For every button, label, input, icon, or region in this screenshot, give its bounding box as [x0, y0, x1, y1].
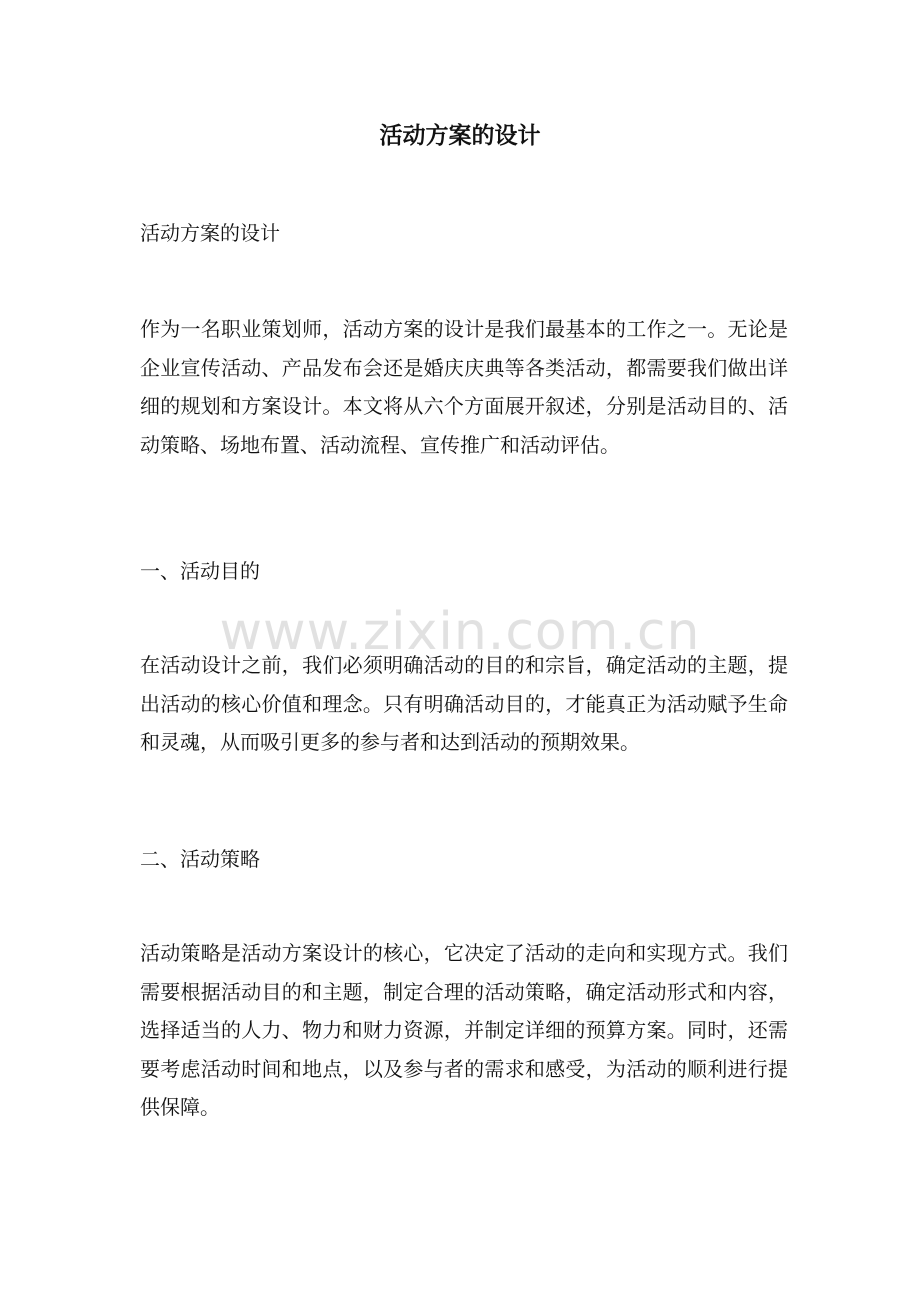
- watermark-text: www.zixin.com.cn: [219, 602, 701, 662]
- document-title: 活动方案的设计: [379, 122, 541, 149]
- section-body-strategy: 活动策略是活动方案设计的核心，它决定了活动的走向和实现方式。我们需要根据活动目的和主题，制定合理的活动策略，确定活动形式和内容，选择适当的人力、物力和财力资源，并制定详细的预算方案。同时，还需要考虑活动时间和地点，以及参与者的需求和感受，为活动的顺利进行提供保障。: [140, 941, 788, 1119]
- document-subtitle: 活动方案的设计: [140, 221, 280, 245]
- section-heading-purpose: 一、活动目的: [140, 559, 260, 583]
- section-heading-strategy: 二、活动策略: [140, 847, 260, 871]
- section-body-purpose: 在活动设计之前，我们必须明确活动的目的和宗旨，确定活动的主题，提出活动的核心价值和理念。只有明确活动目的，才能真正为活动赋予生命和灵魂，从而吸引更多的参与者和达到活动的预期效果。: [140, 653, 788, 754]
- intro-paragraph: 作为一名职业策划师，活动方案的设计是我们最基本的工作之一。无论是企业宣传活动、产品发布会还是婚庆庆典等各类活动，都需要我们做出详细的规划和方案设计。本文将从六个方面展开叙述，分别是活动目的、活动策略、场地布置、活动流程、宣传推广和活动评估。: [140, 317, 788, 457]
